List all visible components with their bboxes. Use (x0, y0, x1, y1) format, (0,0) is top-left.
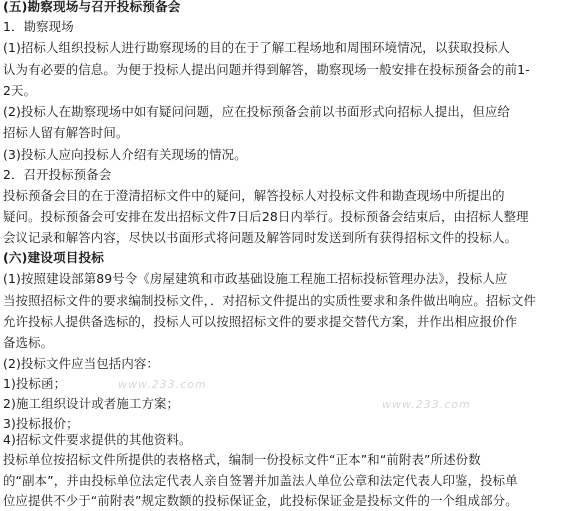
paragraph-line: 投标预备会目的在于澄清招标文件中的疑问，解答投标人对投标文件和勘查现场中所提出的 (3, 188, 505, 203)
paragraph-line: 会议记录和解答内容，尽快以书面形式将问题及解答同时发送到所有获得招标文件的投标人。 (3, 230, 518, 245)
paragraph-line: 投标单位按招标文件所提供的表格格式，编制一份投标文件“正本”和“前附表”所述份数 (3, 452, 481, 467)
paragraph-line: 备选标。 (3, 335, 54, 350)
paragraph-line: 招标人留有解答时间。 (3, 125, 129, 140)
paragraph-line: (3)投标人应向投标人介绍有关现场的情况。 (3, 147, 247, 162)
watermark-text: www.233.com (118, 378, 207, 391)
watermark-text: www.233.com (382, 398, 471, 411)
paragraph-line: (2)投标文件应当包括内容： (3, 356, 159, 371)
paragraph-line: 允许投标人提供备选标的，投标人可以按照招标文件的要求提交替代方案，并作出相应报价作 (3, 314, 518, 329)
list-item: 3)投标报价； (3, 416, 79, 431)
paragraph-line: 疑问。投标预备会可安排在发出招标文件7日后28日内举行。投标预备会结束后，由招标人整理 (3, 209, 529, 224)
paragraph-line: 认为有必要的信息。为便于投标人提出问题并得到解答，勘察现场一般安排在投标预备会的前1- (3, 62, 530, 77)
subheading-pre-bid-meeting: 2．召开投标预备会 (3, 167, 112, 182)
list-item: 4)招标文件要求提供的其他资料。 (3, 432, 192, 447)
paragraph-line: 2天。 (3, 83, 37, 98)
paragraph-line: (1)按照建设部第89号令《房屋建筑和市政基础设施工程施工招标投标管理办法》，投标人应 (3, 271, 508, 286)
list-item: 1)投标函； (3, 376, 67, 391)
subheading-site-survey: 1．勘察现场 (3, 19, 74, 34)
paragraph-line: (1)招标人组织投标人进行勘察现场的目的在于了解工程场地和周围环境情况，以获取投标人 (3, 40, 511, 55)
section-heading-five: (五)勘察现场与召开投标预备会 (3, 0, 181, 14)
paragraph-line: 的“副本”，并由投标单位法定代表人亲自签署并加盖法人单位公章和法定代表人印鉴，投标单 (3, 473, 518, 488)
paragraph-line: (2)投标人在勘察现场中如有疑问问题，应在投标预备会前以书面形式向招标人提出，但应给 (3, 104, 511, 119)
list-item: 2)施工组织设计或者施工方案； (3, 396, 180, 411)
section-heading-six: (六)建设项目投标 (3, 250, 105, 265)
paragraph-line: 位应提供不少于“前附表”规定数额的投标保证金，此投标保证金是投标文件的一个组成部分。 (3, 493, 518, 508)
paragraph-line: 当按照招标文件的要求编制投标文件，．对招标文件提出的实质性要求和条件做出响应。招标文件 (3, 293, 537, 308)
